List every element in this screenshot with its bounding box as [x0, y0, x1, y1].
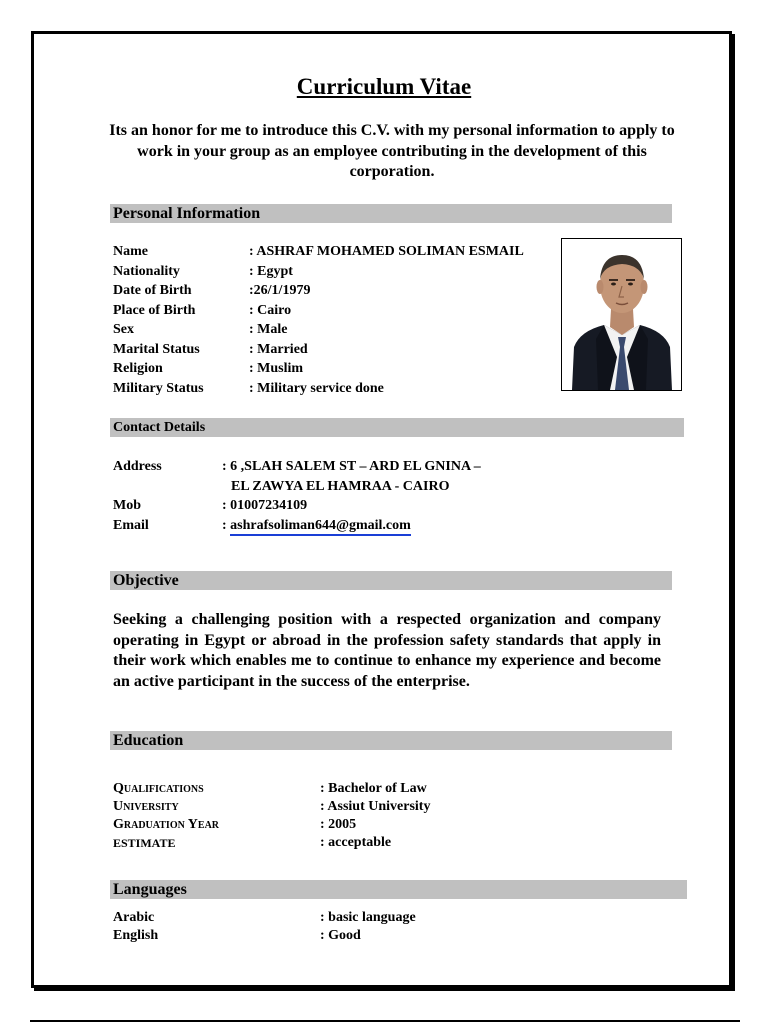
- personal-row-sex: [113, 320, 553, 340]
- languages-list: [113, 909, 563, 945]
- contact-details-list: [113, 457, 613, 535]
- personal-row-nationality: [113, 262, 553, 282]
- field-label: Sex: [113, 322, 134, 337]
- language-row-english: [113, 927, 563, 945]
- field-label: Nationality: [113, 263, 180, 279]
- field-value: : Bachelor of Law: [320, 781, 427, 796]
- field-label: ESTIMATE: [113, 836, 176, 850]
- email-link[interactable]: ashrafsoliman644@gmail.com: [230, 518, 411, 536]
- field-value: : acceptable: [320, 835, 392, 850]
- address-line-2: EL ZAWYA EL HAMRAA - CAIRO: [231, 478, 450, 494]
- bottom-rule: [30, 1020, 740, 1022]
- field-label: University: [113, 799, 179, 814]
- personal-row-marital-status: [113, 340, 553, 360]
- field-value: : basic language: [320, 910, 416, 925]
- field-value: : Married: [249, 341, 308, 357]
- profile-photo: [561, 238, 682, 391]
- field-value: : Good: [320, 928, 361, 943]
- field-value: : Cairo: [249, 302, 292, 318]
- email-colon: :: [222, 517, 231, 533]
- contact-row-email: [113, 516, 613, 536]
- objective-paragraph: Seeking a challenging position with a respected organization and company operating in Egypt or abroad in the profession safety standards that apply in their work which enables me to continue to enhance my experience and become an active participant in the success of the enterprise.: [113, 611, 661, 690]
- field-value: : Male: [249, 322, 288, 337]
- field-value: : ASHRAF MOHAMED SOLIMAN ESMAIL: [249, 244, 524, 259]
- section-objective: Objective: [110, 571, 672, 590]
- field-value: : 2005: [320, 817, 357, 832]
- page-title: Curriculum Vitae: [296, 74, 472, 99]
- personal-row-place-of-birth: [113, 301, 553, 321]
- field-label: Military Status: [113, 380, 204, 396]
- contact-row-address: [113, 457, 613, 477]
- personal-row-religion: [113, 359, 553, 379]
- field-value: : Assiut University: [320, 799, 431, 814]
- address-line-1: : 6 ,SLAH SALEM ST – ARD EL GNINA –: [222, 459, 481, 474]
- contact-row-address-cont: [113, 477, 613, 497]
- field-value: : Military service done: [249, 380, 384, 396]
- section-languages: Languages: [110, 880, 687, 899]
- field-label: Name: [113, 244, 148, 259]
- field-value: : Muslim: [249, 361, 304, 376]
- personal-row-name: [113, 242, 553, 262]
- language-row-arabic: [113, 909, 563, 927]
- field-label: Email: [113, 517, 149, 533]
- education-list: [113, 780, 563, 852]
- personal-row-date-of-birth: [113, 281, 553, 301]
- contact-row-mob: [113, 496, 613, 516]
- intro-paragraph: Its an honor for me to introduce this C.V. with my personal information to apply to work in your group as an employee contributing in the development of this corporation.: [109, 122, 675, 180]
- education-row-graduation-year: [113, 816, 563, 834]
- section-education: Education: [110, 731, 672, 750]
- education-row-qualifications: [113, 780, 563, 798]
- field-label: Marital Status: [113, 341, 200, 357]
- education-row-university: [113, 798, 563, 816]
- field-label: Arabic: [113, 910, 155, 925]
- field-label: Graduation Year: [113, 817, 220, 832]
- section-personal-information: Personal Information: [110, 204, 672, 223]
- portrait-illustration: [562, 239, 681, 390]
- email-value: [222, 516, 411, 536]
- section-contact-details: Contact Details: [110, 418, 684, 437]
- personal-row-military-status: [113, 379, 553, 399]
- field-label: Mob: [113, 498, 141, 513]
- personal-info-list: [113, 242, 553, 398]
- education-row-estimate: [113, 834, 563, 852]
- field-label: Place of Birth: [113, 302, 196, 318]
- field-value: :26/1/1979: [249, 283, 311, 298]
- field-label: Qualifications: [113, 781, 204, 796]
- field-label: Religion: [113, 361, 163, 376]
- field-value: : Egypt: [249, 263, 293, 279]
- field-label: Address: [113, 459, 162, 474]
- mobile-number: : 01007234109: [222, 498, 308, 513]
- field-label: Date of Birth: [113, 283, 192, 298]
- field-label: English: [113, 928, 159, 943]
